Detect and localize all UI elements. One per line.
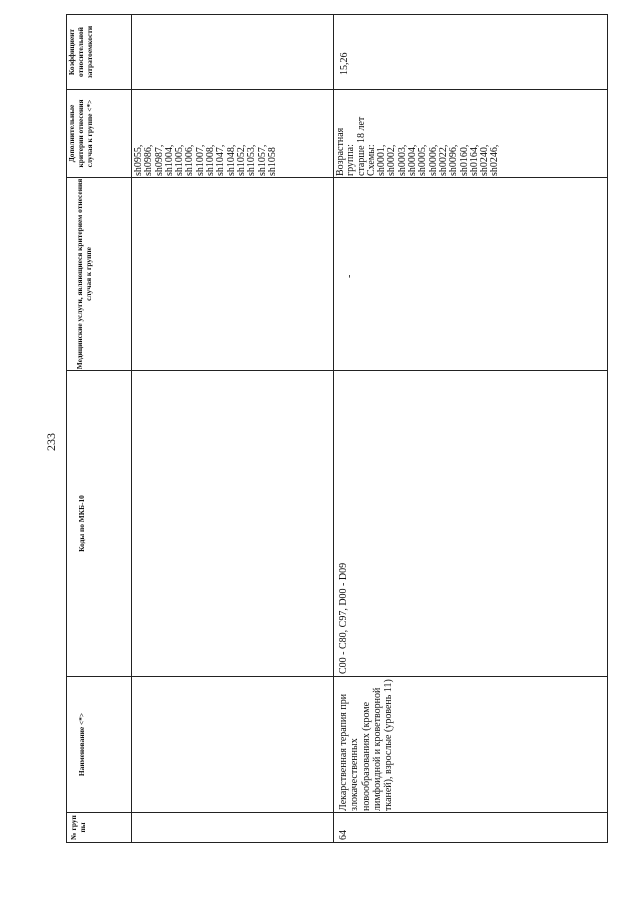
- criteria-line: sh0002,: [386, 144, 398, 176]
- criteria-line: sh0096,: [448, 144, 460, 176]
- criteria-line: группа:: [345, 144, 357, 176]
- criteria-line: sh0006,: [427, 144, 439, 176]
- code-line: sh1052,: [235, 144, 247, 176]
- criteria-line: sh0240,: [479, 144, 491, 176]
- header-medical-services: Медицинские услуги, являющиеся критерием отнесения случая к группе: [75, 178, 93, 370]
- code-line: sh0987,: [153, 144, 165, 176]
- row-64-mkb-codes: C00 - C80, C97, D00 - D09: [338, 562, 349, 674]
- code-line: sh0955,: [133, 144, 144, 176]
- criteria-line: sh0164,: [468, 144, 480, 176]
- row-64-coefficient: 15,26: [339, 52, 350, 75]
- header-mkb-codes: Коды по МКБ-10: [77, 495, 86, 552]
- code-line: sh1053,: [246, 144, 258, 176]
- table-border-right: [607, 14, 608, 843]
- table-border-bottom: [66, 842, 608, 843]
- code-line: sh1057,: [256, 144, 268, 176]
- header-name: Наименование <*>: [77, 712, 86, 777]
- header-group-number: № груп пы: [69, 815, 87, 840]
- row-64-additional-criteria: [334, 90, 607, 177]
- code-line: sh1007,: [194, 144, 206, 176]
- row-64-medical-services: -: [344, 274, 355, 278]
- code-line: sh1058: [266, 147, 278, 176]
- criteria-line: sh0160,: [458, 144, 470, 176]
- code-line: sh1005,: [174, 144, 186, 176]
- code-line: sh1047,: [215, 144, 227, 176]
- criteria-line: Возрастная: [335, 127, 346, 176]
- code-line: sh1048,: [225, 144, 237, 176]
- code-line: sh1004,: [163, 144, 175, 176]
- code-line: sh1008,: [205, 144, 217, 176]
- row-64-name: Лекарственная терапия при злокачественных новообразованиях (кроме лимфоидной и кроветворной тканей), взрослые (уровень 11): [338, 679, 395, 811]
- criteria-line: sh0003,: [396, 144, 408, 176]
- criteria-line: sh0005,: [417, 144, 429, 176]
- criteria-line: Схемы:: [365, 144, 377, 176]
- criteria-line: sh0022,: [437, 144, 449, 176]
- code-line: sh1006,: [184, 144, 196, 176]
- page-number: 233: [44, 433, 58, 451]
- header-coefficient: Коэффициент относительной затратоемкости: [67, 25, 94, 79]
- continuation-additional-criteria: [132, 90, 333, 177]
- header-additional-criteria: Дополнительные критерии отнесения случая к группе <*>: [67, 99, 94, 168]
- criteria-line: sh0004,: [407, 144, 419, 176]
- criteria-line: sh0246,: [489, 144, 501, 176]
- criteria-line: sh0001,: [376, 144, 388, 176]
- row-64-number: 64: [338, 830, 349, 840]
- criteria-line: старше 18 лет: [355, 116, 367, 176]
- code-line: sh0986,: [143, 144, 155, 176]
